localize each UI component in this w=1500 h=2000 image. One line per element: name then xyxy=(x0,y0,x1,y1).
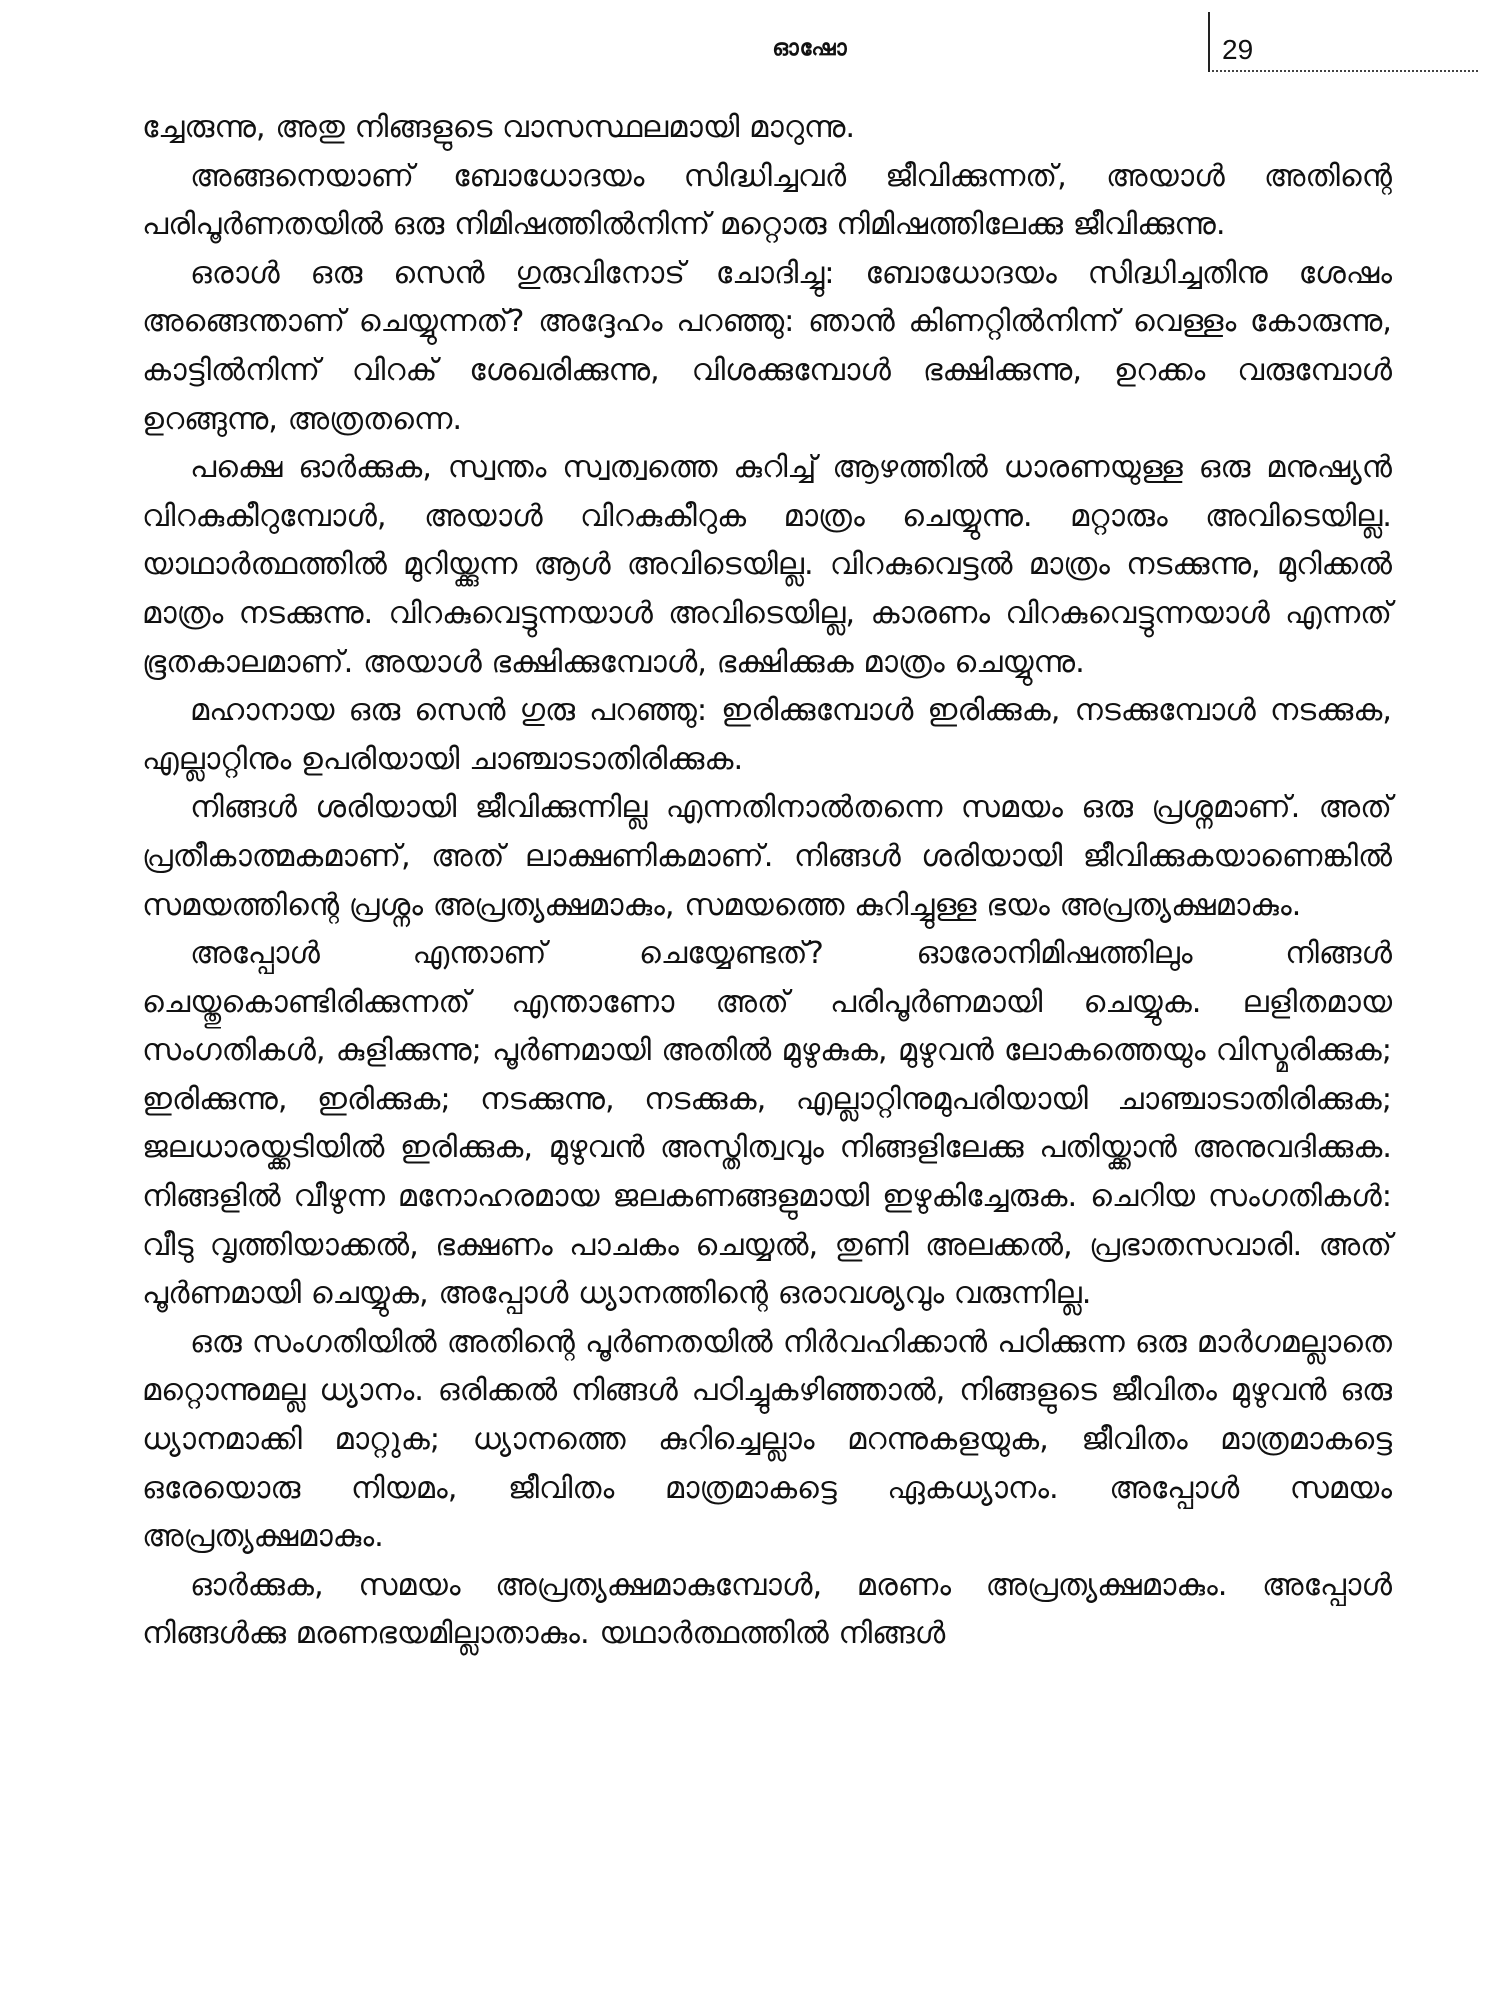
paragraph: ഓർക്കുക, സമയം അപ്രത്യക്ഷമാകുമ്പോൾ, മരണം അപ്രത്യക്ഷമാകും. അപ്പോൾ നിങ്ങൾക്കു മരണഭയമില്ലാതാകും. യഥാർത്ഥത്തിൽ നിങ്ങൾ xyxy=(142,1567,1392,1652)
body-text xyxy=(142,104,1392,1659)
paragraph: പക്ഷെ ഓർക്കുക, സ്വന്തം സ്വത്വത്തെ കുറിച്ച് ആഴത്തിൽ ധാരണയുള്ള ഒരു മനുഷ്യൻ വിറകുകീറുമ്പോൾ, അയാൾ വിറകുകീറുക മാത്രം ചെയ്യുന്നു. മറ്റാരും അവിടെയില്ല. യാഥാർത്ഥത്തിൽ മുറിയ്ക്കുന്ന ആൾ അവിടെയില്ല. വിറകുവെട്ടൽ മാത്രം നടക്കുന്നു, മുറിക്കൽ മാത്രം നടക്കുന്നു. വിറകുവെട്ടുന്നയാൾ അവിടെയില്ല, കാരണം വിറകുവെട്ടുന്നയാൾ എന്നത് ഭൂതകാലമാണ്. അയാൾ ഭക്ഷിക്കുമ്പോൾ, ഭക്ഷിക്കുക മാത്രം ചെയ്യുന്നു. xyxy=(142,450,1392,680)
paragraph: അങ്ങനെയാണ് ബോധോദയം സിദ്ധിച്ചവർ ജീവിക്കുന്നത്, അയാൾ അതിന്റെ പരിപൂർണതയിൽ ഒരു നിമിഷത്തിൽനിന്ന് മറ്റൊരു നിമിഷത്തിലേക്കു ജീവിക്കുന്നു. xyxy=(142,158,1392,243)
paragraph-continued: ച്ചേരുന്നു, അതു നിങ്ങളുടെ വാസസ്ഥലമായി മാറുന്നു. xyxy=(142,110,856,145)
page-number: 29 xyxy=(1222,34,1254,65)
paragraph: നിങ്ങൾ ശരിയായി ജീവിക്കുന്നില്ല എന്നതിനാൽതന്നെ സമയം ഒരു പ്രശ്നമാണ്. അത് പ്രതീകാത്മകമാണ്, അത് ലാക്ഷണികമാണ്. നിങ്ങൾ ശരിയായി ജീവിക്കുകയാണെങ്കിൽ സമയത്തിന്റെ പ്രശ്നം അപ്രത്യക്ഷമാകും, സമയത്തെ കുറിച്ചുള്ള ഭയം അപ്രത്യക്ഷമാകും. xyxy=(142,790,1392,923)
paragraph: അപ്പോൾ എന്താണ് ചെയ്യേണ്ടത്? ഓരോനിമിഷത്തിലും നിങ്ങൾ ചെയ്തുകൊണ്ടിരിക്കുന്നത് എന്താണോ അത് പരിപൂർണമായി ചെയ്യുക. ലളിതമായ സംഗതികൾ, കുളിക്കുന്നു; പൂർണമായി അതിൽ മുഴുകുക, മുഴുവൻ ലോകത്തെയും വിസ്മരിക്കുക; ഇരിക്കുന്നു, ഇരിക്കുക; നടക്കുന്നു, നടക്കുക, എല്ലാറ്റിനുമുപരിയായി ചാഞ്ചാടാതിരിക്കുക; ജലധാരയ്ക്കടിയിൽ ഇരിക്കുക, മുഴുവൻ അസ്തിത്വവും നിങ്ങളിലേക്കു പതിയ്ക്കാൻ അനുവദിക്കുക. നിങ്ങളിൽ വീഴുന്ന മനോഹരമായ ജലകണങ്ങളുമായി ഇഴുകിച്ചേരുക. ചെറിയ സംഗതികൾ: വീടു വൃത്തിയാക്കൽ, ഭക്ഷണം പാചകം ചെയ്യൽ, തുണി അലക്കൽ, പ്രഭാതസവാരി. അത് പൂർണമായി ചെയ്യുക, അപ്പോൾ ധ്യാനത്തിന്റെ ഒരാവശ്യവും വരുന്നില്ല. xyxy=(142,936,1392,1312)
paragraph: മഹാനായ ഒരു സെൻ ഗുരു പറഞ്ഞു: ഇരിക്കുമ്പോൾ ഇരിക്കുക, നടക്കുമ്പോൾ നടക്കുക, എല്ലാറ്റിനും ഉപരിയായി ചാഞ്ചാടാതിരിക്കുക. xyxy=(142,693,1392,777)
paragraph: ഒരു സംഗതിയിൽ അതിന്റെ പൂർണതയിൽ നിർവഹിക്കാൻ പഠിക്കുന്ന ഒരു മാർഗമല്ലാതെ മറ്റൊന്നുമല്ല ധ്യാനം. ഒരിക്കൽ നിങ്ങൾ പഠിച്ചുകഴിഞ്ഞാൽ, നിങ്ങളുടെ ജീവിതം മുഴുവൻ ഒരു ധ്യാനമാക്കി മാറ്റുക; ധ്യാനത്തെ കുറിച്ചെല്ലാം മറന്നുകളയുക, ജീവിതം മാത്രമാകട്ടെ ഒരേയൊരു നിയമം, ജീവിതം മാത്രമാകട്ടെ ഏകധ്യാനം. അപ്പോൾ സമയം അപ്രത്യക്ഷമാകും. xyxy=(142,1324,1392,1555)
paragraph: ഒരാൾ ഒരു സെൻ ഗുരുവിനോട് ചോദിച്ചു: ബോധോദയം സിദ്ധിച്ചതിനു ശേഷം അങ്ങെന്താണ് ചെയ്യുന്നത്? അദ്ദേഹം പറഞ്ഞു: ഞാൻ കിണറ്റിൽനിന്ന് വെള്ളം കോരുന്നു, കാട്ടിൽനിന്ന് വിറക് ശേഖരിക്കുന്നു, വിശക്കുമ്പോൾ ഭക്ഷിക്കുന്നു, ഉറക്കം വരുമ്പോൾ ഉറങ്ങുന്നു, അത്രതന്നെ. xyxy=(142,255,1392,437)
header-rule xyxy=(1212,70,1478,72)
running-title: ഓഷോ xyxy=(772,36,848,61)
